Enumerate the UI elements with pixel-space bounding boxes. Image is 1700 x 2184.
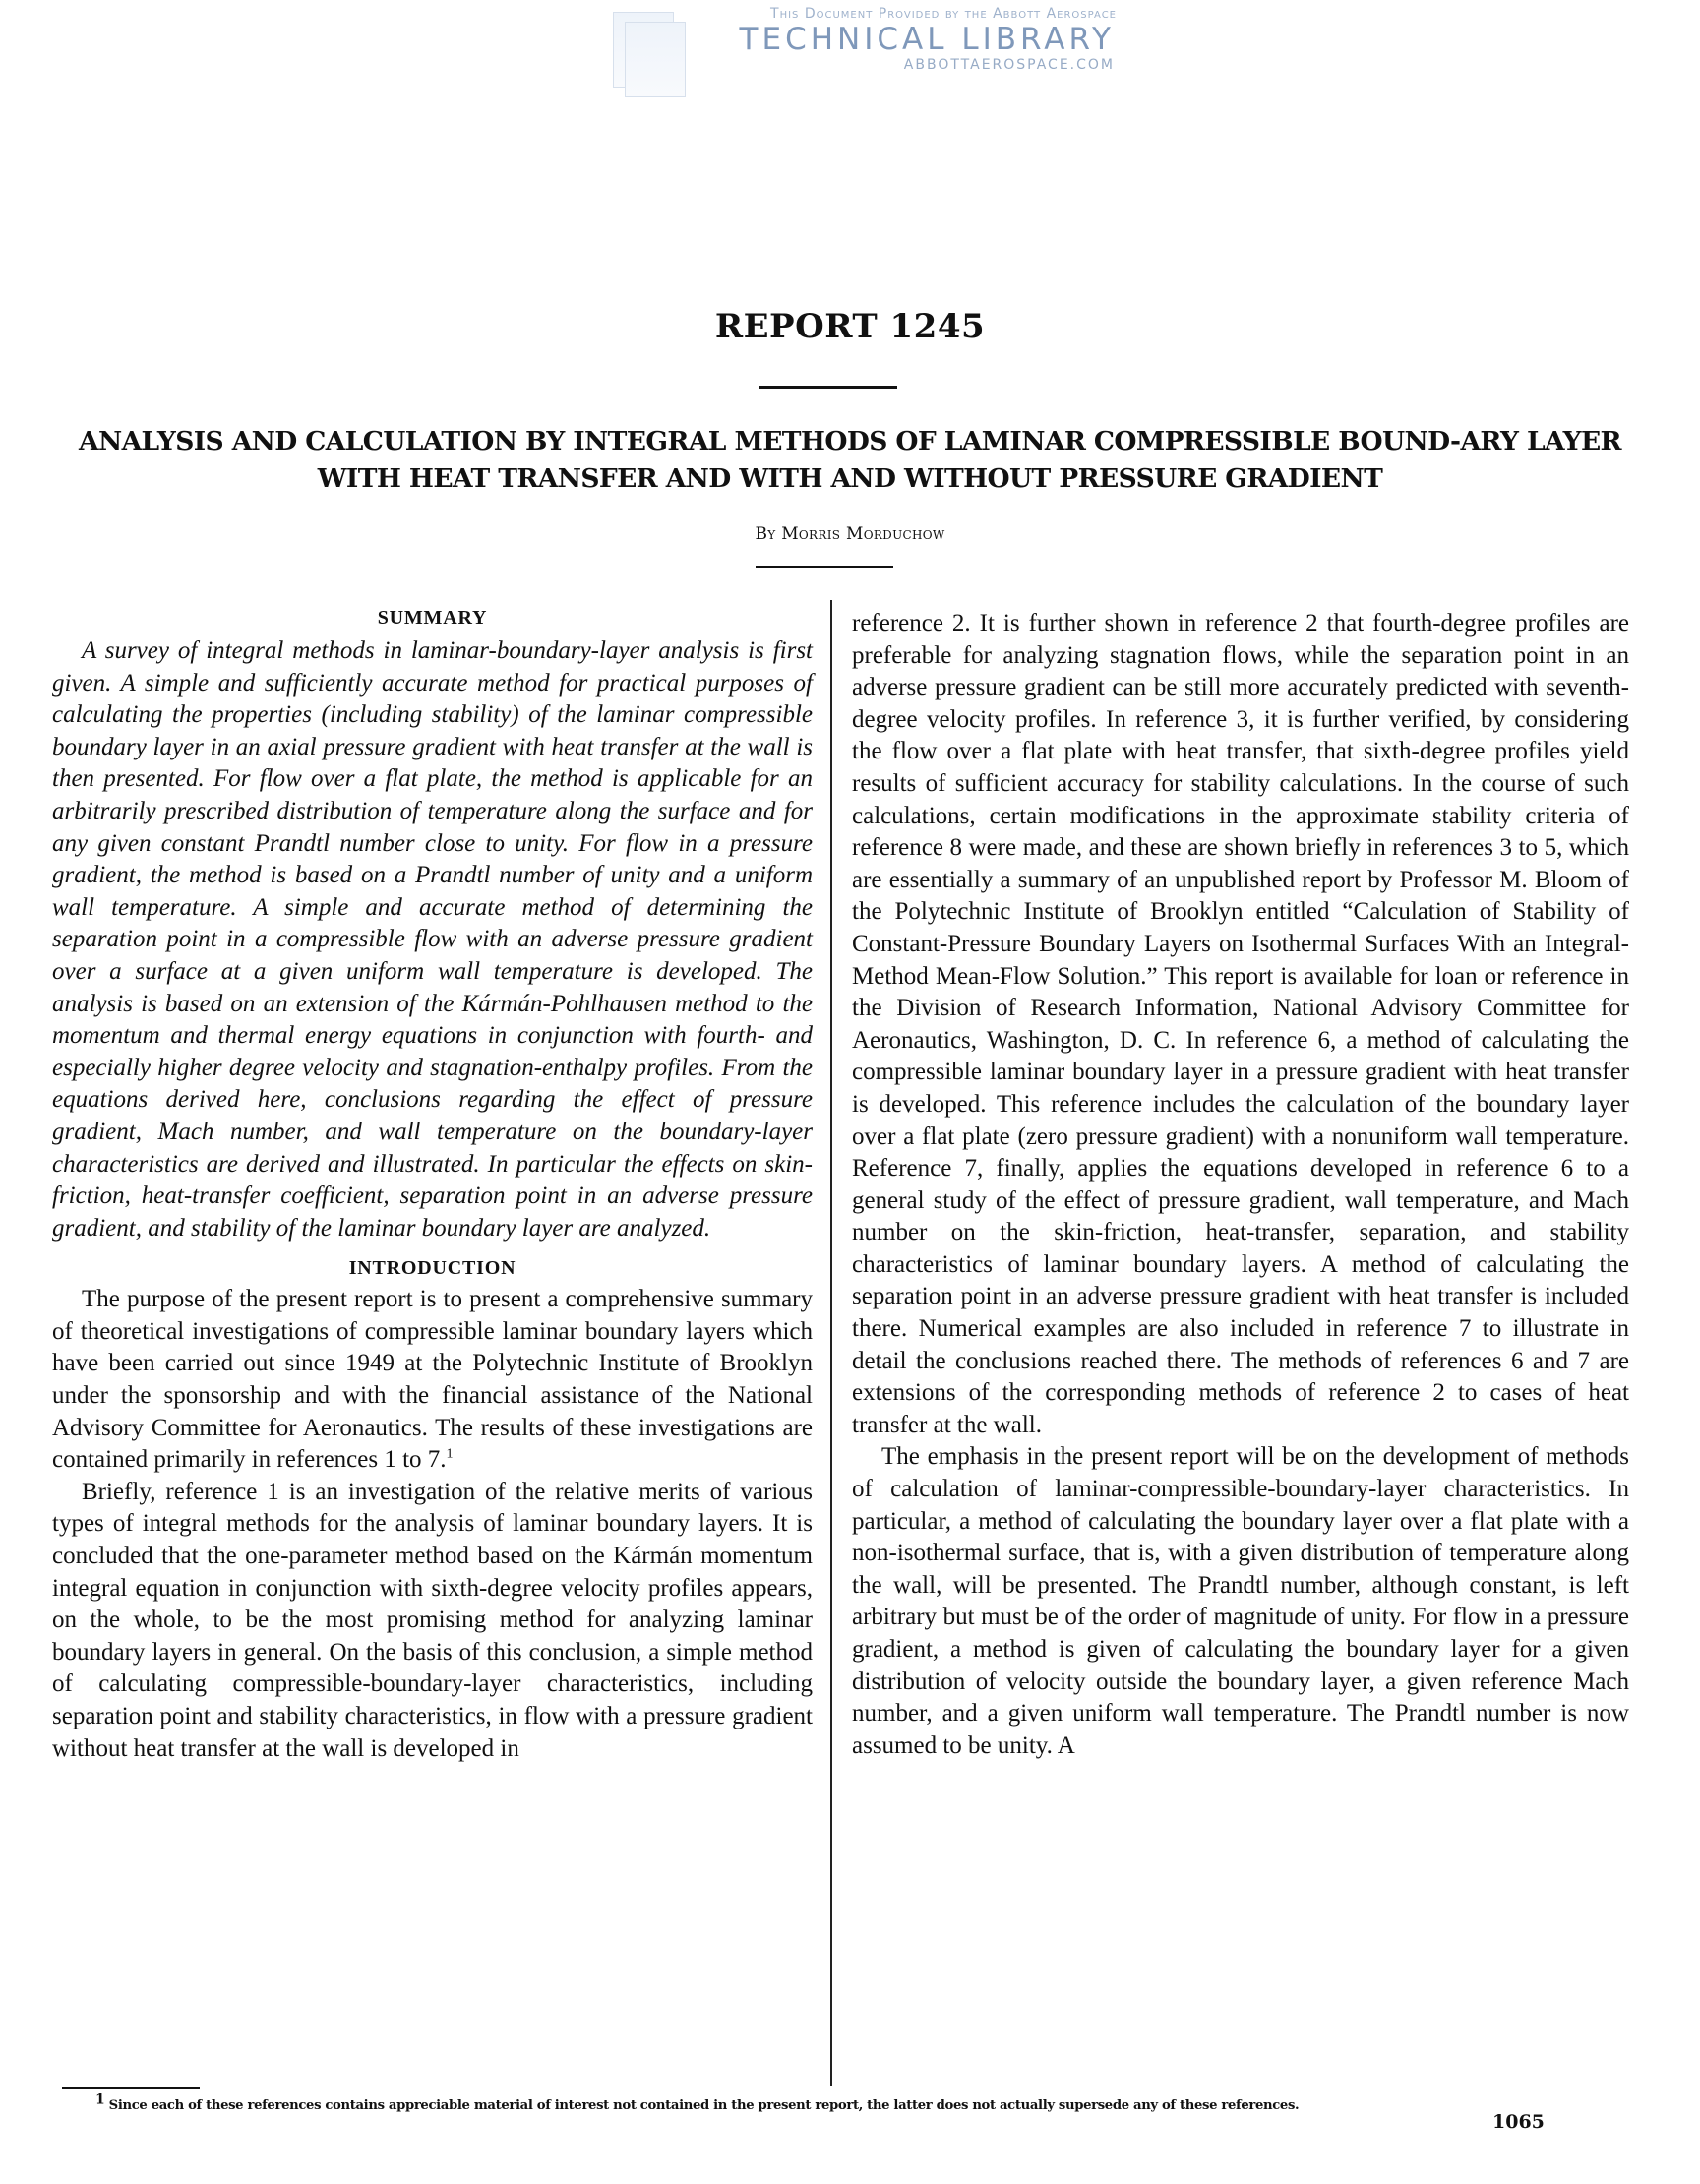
- footnote-mark: 1: [95, 2092, 105, 2108]
- report-title: ANALYSIS AND CALCULATION BY INTEGRAL METHODS OF LAMINAR COMPRESSIBLE BOUND-ARY LAYER WITH HEAT TRANSFER AND WITH AND WITHOUT PRESSURE GRADIENT: [79, 426, 1621, 494]
- footnote-reference[interactable]: 1: [446, 1446, 454, 1462]
- intro-paragraph-2: Briefly, reference 1 is an investigation of the relative merits of various types of integral methods for the analysis of laminar boundary layers. It is concluded that the one-parameter method based on the Kármán momentum integral equation in conjunction with sixth-degree velocity profiles appears, on the whole, to be the most promising method for analyzing laminar boundary layers in general. On the basis of this conclusion, a simple method of calculating compressible-boundary-layer characteristics, including separation point and stability characteristics, in flow with a pressure gradient without heat transfer at the wall is developed in: [52, 1478, 813, 1762]
- footnote-rule: [62, 2087, 200, 2089]
- column-divider: [830, 600, 832, 2086]
- intro-paragraph-2-continued: reference 2. It is further shown in reference 2 that fourth-degree profiles are preferable for analyzing stagnation flows, while the separation point in an adverse pressure gradient can be still more accurately predicted with seventh-degree velocity profiles. In reference 3, it is further verified, by considering the flow over a flat plate with heat transfer, that sixth-degree profiles yield results of sufficient accuracy for stability calculations. In the course of such calculations, certain modifications in the approximate stability criteria of reference 8 were made, and these are shown briefly in references 3 to 5, which are essentially a summary of an unpublished report by Professor M. Bloom of the Polytechnic Institute of Brooklyn entitled “Calculation of Stability of Constant-Pressure Boundary Layers on Isothermal Surfaces With an Integral-Method Mean-Flow Solution.” This report is available for loan or reference in the Division of Research Information, National Advisory Committee for Aeronautics, Washington, D. C. In reference 6, a method of calculating the compressible laminar boundary layer in a pressure gradient with heat transfer is developed. This reference includes the calculation of the boundary layer over a flat plate (zero pressure gradient) with a nonuniform wall temperature. Reference 7, finally, applies the equations developed in reference 6 to a general study of the effect of pressure gradient, wall temperature, and Mach number on the skin-friction, heat-transfer, separation, and stability characteristics of laminar boundary layers. A method of calculating the separation point in an adverse pressure gradient with heat transfer is included there. Numerical examples are also included in reference 7 to illustrate in detail the conclusions reached there. The methods of references 6 and 7 are extensions of the corresponding methods of reference 2 to cases of heat transfer at the wall.: [852, 610, 1629, 1438]
- watermark-provided-by: This Document Provided by the Abbott Aerospace: [770, 6, 1117, 22]
- title-rule: [759, 386, 897, 389]
- intro-paragraph-1-text: The purpose of the present report is to present a comprehensive summary of theoretical investigations of compressible laminar boundary layers which have been carried out since 1949 at the Polytechnic Institute of Brooklyn under the sponsorship and with the financial assistance of the National Advisory Committee for Aeronautics. The results of these investigations are contained primarily in references 1 to 7.: [52, 1286, 813, 1474]
- author-byline: By Morris Morduchow: [755, 524, 945, 544]
- watermark-technical-library: TECHNICAL LIBRARY: [739, 22, 1115, 57]
- footnote-text: Since each of these references contains appreciable material of interest not contained in the present report, the latter does not actually supersede any of these references.: [108, 2098, 1300, 2113]
- author-rule: [756, 566, 893, 568]
- page-number: 1065: [1492, 2111, 1545, 2133]
- intro-paragraph-1: [52, 1284, 813, 1477]
- introduction-heading: INTRODUCTION: [348, 1257, 516, 1280]
- intro-paragraph-3: The emphasis in the present report will be on the development of methods of calculation of laminar-compressible-boundary-layer characteristics. In particular, a method of calculating the boundary layer over a flat plate with a non-isothermal surface, that is, with a given distribution of temperature along the wall, will be presented. The Prandtl number, although constant, is left arbitrary but must be of the order of magnitude of unity. For flow in a pressure gradient, a method is given of calculating the boundary layer for a given distribution of velocity outside the boundary layer, a given reference Mach number, and a given uniform wall temperature. The Prandtl number is now assumed to be unity. A: [852, 1443, 1629, 1759]
- abbott-aerospace-watermark: [605, 4, 1117, 112]
- summary-paragraph: A survey of integral methods in laminar-boundary-layer analysis is first given. A simple and sufficiently accurate method for practical purposes of calculating the properties (including stability) of the laminar compressible boundary layer in an axial pressure gradient with heat transfer at the wall is then presented. For flow over a flat plate, the method is applicable for an arbitrarily prescribed distribution of temperature along the surface and for any given constant Prandtl number close to unity. For flow in a pressure gradient, the method is based on a Prandtl number of unity and a uniform wall temperature. A simple and accurate method of determining the separation point in a compressible flow with an adverse pressure gradient over a surface at a given uniform wall temperature is developed. The analysis is based on an extension of the Kármán-Pohlhausen method to the momentum and thermal energy equations in conjunction with fourth- and especially higher degree velocity and stagnation-enthalpy profiles. From the equations derived here, conclusions regarding the effect of pressure gradient, Mach number, and wall temperature on the boundary-layer characteristics are derived and illustrated. In particular the effects on skin-friction, heat-transfer coefficient, separation point in an adverse pressure gradient, and stability of the laminar boundary layer are analyzed.: [52, 637, 813, 1242]
- report-number: REPORT 1245: [714, 307, 986, 346]
- left-column: [52, 602, 813, 1765]
- footnote: [95, 2092, 1670, 2113]
- summary-heading: SUMMARY: [377, 607, 488, 629]
- watermark-url: ABBOTTAEROSPACE.COM: [903, 57, 1115, 73]
- right-column: [852, 608, 1629, 1762]
